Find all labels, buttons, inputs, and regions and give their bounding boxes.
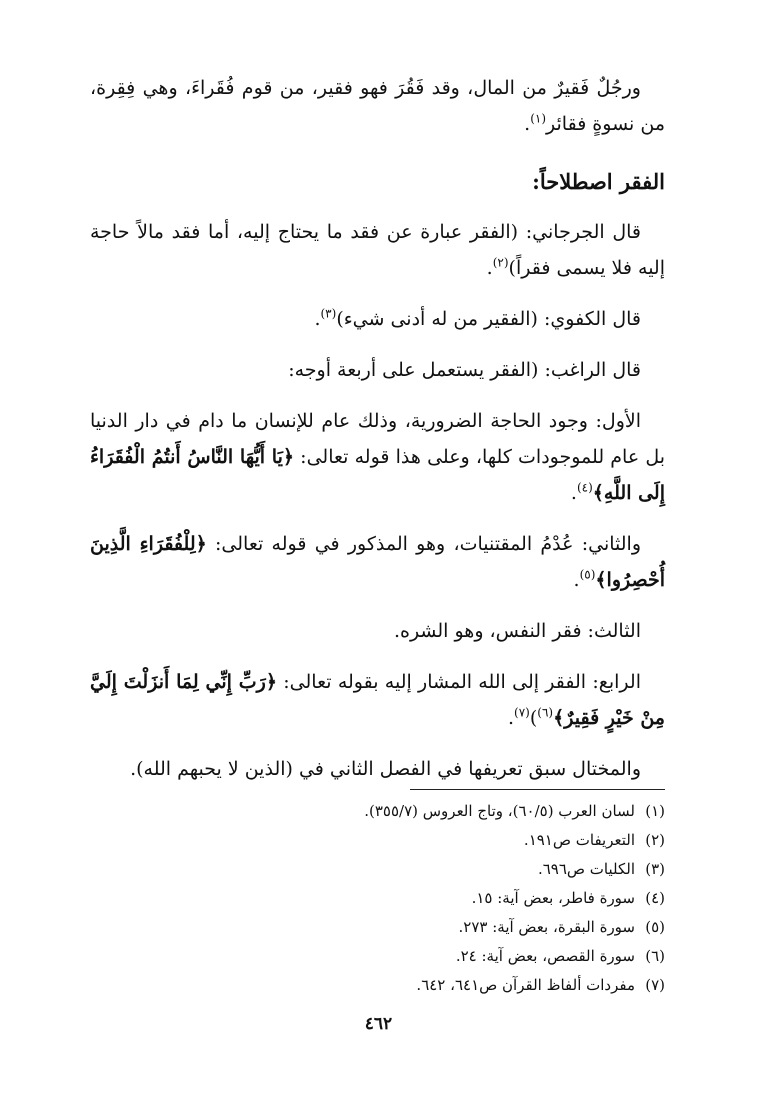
footnote-number: (١) (645, 802, 665, 820)
footnote-number: (٥) (645, 918, 665, 936)
footnote-ref: (١) (530, 111, 547, 126)
footnote-text: الكليات ص٦٩٦. (537, 860, 635, 878)
footnote-item (90, 884, 665, 913)
footnote-number: (٦) (645, 947, 665, 965)
footnote-ref: (٦) (537, 705, 554, 720)
footnote-text: مفردات ألفاظ القرآن ص٦٤١، ٦٤٢. (416, 976, 635, 994)
paragraph-raghib: قال الراغب: (الفقر يستعمل على أربعة أوجه: (288, 359, 641, 381)
paragraph-second-meaning: والثاني: عُدْمُ المقتنيات، وهو المذكور في قوله تعالى: ﴿لِلْفُقَرَاءِ الَّذِينَ أُحْصِرُوا﴾$^{(٥)}$. (90, 533, 665, 591)
paragraph-definition-lexical: ورجُلٌ فَقيرٌ من المال، وقد فَقُرَ فهو فقير، من قوم فُقَراءَ، وهي فِقِرة، من نسوةٍ فقائر$^{(١)}$. (90, 77, 665, 135)
paragraph-text: قال الجرجاني: (الفقر عبارة عن فقد ما يحتاج إليه، أما فقد مالاً حاجة إليه فلا يسمى فقراً) (90, 221, 665, 279)
paragraph-fourth-meaning: الرابع: الفقر إلى الله المشار إليه بقوله تعالى: ﴿رَبِّ إِنِّي لِمَا أَنزَلْتَ إِلَيَّ مِنْ خَيْرٍ فَقِيرٌ﴾$^{(٦)}$)$^{(٧)}$. (90, 671, 665, 729)
footnote-ref: (٣) (320, 306, 337, 321)
footnote-text: التعريفات ص١٩١. (523, 831, 635, 849)
paragraph-kafawi: قال الكفوي: (الفقير من له أدنى شيء)$^{(٣)}$. (314, 306, 641, 330)
footnote-ref: (٢) (492, 255, 509, 270)
paragraph-jurjani: قال الجرجاني: (الفقر عبارة عن فقد ما يحتاج إليه، أما فقد مالاً حاجة إليه فلا يسمى فقراً)$^{(٢)}$. (90, 221, 665, 279)
paragraph-text: الرابع: الفقر إلى الله المشار إليه بقوله تعالى: (283, 671, 641, 693)
section-heading: الفقر اصطلاحاً: (532, 169, 665, 194)
footnote-text: لسان العرب (٦٠/٥)، وتاج العروس (٣٥٥/٧). (364, 802, 635, 820)
paragraph-third-meaning: الثالث: فقر النفس، وهو الشره. (393, 620, 641, 642)
quran-verse: ﴿يَا أَيُّهَا النَّاسُ أَنتُمُ الْفُقَرَاءُ إِلَى اللَّهِ﴾ (90, 446, 665, 504)
paragraph-mukhtal: والمختال سبق تعريفها في الفصل الثاني في (الذين لا يحبهم الله). (130, 758, 641, 780)
paragraph-text: والثاني: عُدْمُ المقتنيات، وهو المذكور في قوله تعالى: (215, 533, 641, 555)
page-number: ٤٦٢ (364, 1014, 393, 1034)
footnote-ref: (٤) (576, 480, 593, 495)
footnote-item (90, 826, 665, 855)
footnote-number: (٧) (645, 976, 665, 994)
footnote-item (90, 942, 665, 971)
footnote-number: (٢) (645, 831, 665, 849)
body-text (90, 70, 665, 802)
footnote-item (90, 971, 665, 1000)
footnote-item (90, 855, 665, 884)
footnote-text: سورة فاطر، بعض آية: ١٥. (471, 889, 635, 907)
footnote-ref: (٧) (514, 705, 530, 720)
footnote-text: سورة القصص، بعض آية: ٢٤. (455, 947, 635, 965)
paragraph-text: قال الكفوي: (الفقير من له أدنى شيء) (336, 308, 641, 330)
quran-verse: ﴿لِلْفُقَرَاءِ الَّذِينَ أُحْصِرُوا﴾ (90, 533, 665, 591)
footnote-text: سورة البقرة، بعض آية: ٢٧٣. (458, 918, 635, 936)
footnote-number: (٣) (645, 860, 665, 878)
footnote-item (90, 797, 665, 826)
footnotes (90, 797, 665, 1000)
paragraph-first-meaning: الأول: وجود الحاجة الضرورية، وذلك عام للإنسان ما دام في دار الدنيا بل عام للموجودات كلها، وعلى هذا قوله تعالى: ﴿يَا أَيُّهَا النَّاسُ أَنتُمُ الْفُقَرَاءُ إِلَى اللَّهِ﴾$^{(٤)}$. (90, 410, 666, 504)
footnote-item (90, 913, 665, 942)
paragraph-text: ورجُلٌ فَقيرٌ من المال، وقد فَقُرَ فهو فقير، من قوم فُقَراءَ، وهي فِقِرة، من نسوةٍ فقائر (90, 77, 665, 135)
footnote-ref: (٥) (579, 567, 596, 582)
footnote-number: (٤) (645, 889, 665, 907)
quran-verse: ﴿رَبِّ إِنِّي لِمَا أَنزَلْتَ إِلَيَّ مِنْ خَيْرٍ فَقِيرٌ﴾ (90, 671, 665, 729)
footnote-divider (410, 789, 665, 790)
paragraph-text: الأول: وجود الحاجة الضرورية، وذلك عام للإنسان ما دام في دار الدنيا بل عام للموجودات كلها، وعلى هذا قوله تعالى: (90, 410, 666, 468)
